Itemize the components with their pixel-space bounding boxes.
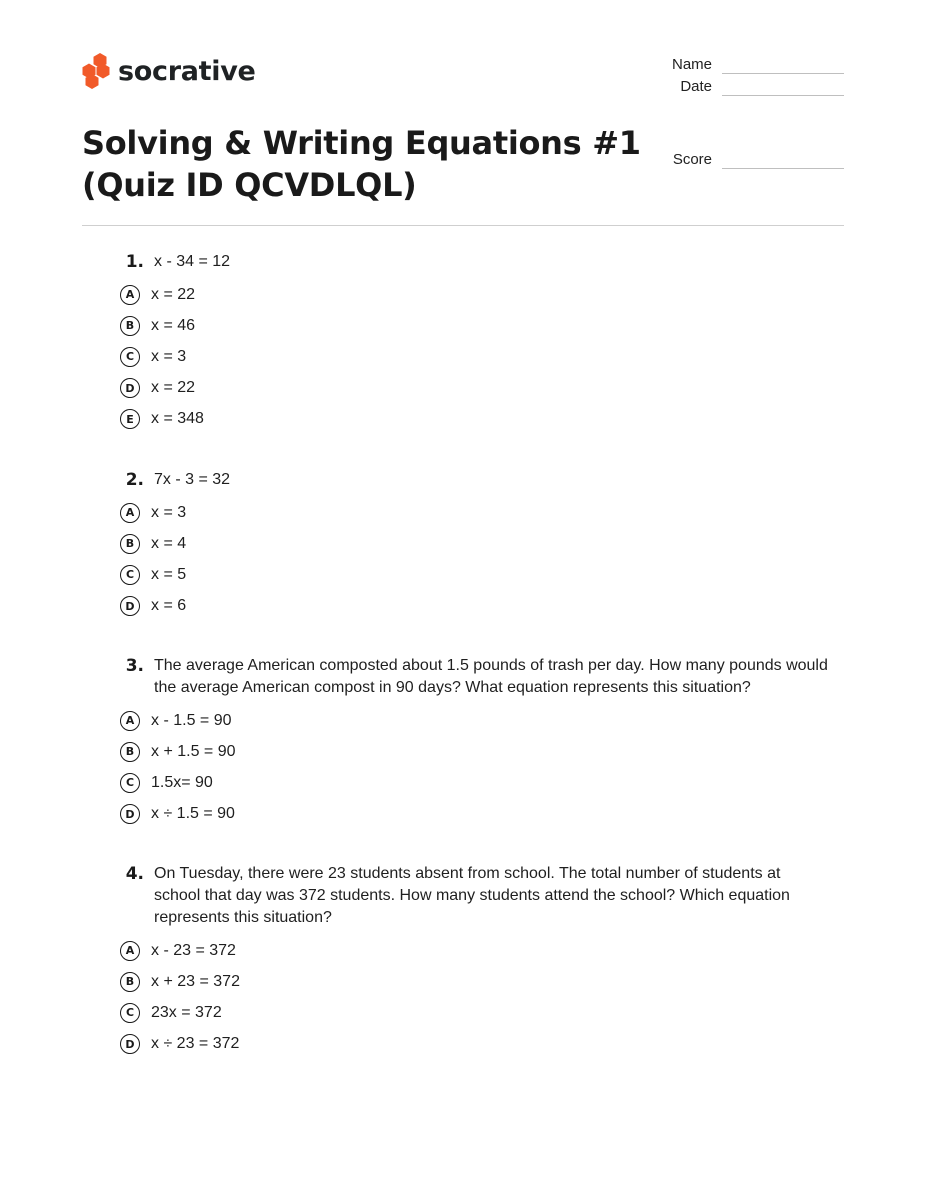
answer-bubble[interactable]: D [120,378,140,398]
option-text: x = 3 [151,503,187,521]
question-header [120,655,844,699]
question-text [154,469,844,491]
question-number: 1. [125,252,144,272]
option-c[interactable] [120,559,844,590]
option-c[interactable] [120,341,844,372]
name-label: Name [671,56,712,73]
question-text [154,863,844,929]
option-a[interactable] [120,935,844,966]
option-a[interactable] [120,279,844,310]
question-number: 4. [125,864,144,884]
question-3 [120,655,844,830]
name-field [640,56,844,74]
brand-name: socrative [118,55,256,87]
option-text: x = 6 [151,597,187,615]
option-b[interactable] [120,528,844,559]
answer-bubble[interactable]: E [120,409,140,429]
question-text [154,251,844,273]
option-text: x - 23 = 372 [151,941,236,959]
answer-bubble[interactable]: A [120,711,140,731]
score-blank-line[interactable] [722,155,844,169]
question-text-line: The average American composted about 1.5 pounds of trash per day. How many pounds would [154,657,828,674]
question-4 [120,863,844,1060]
answer-bubble[interactable]: D [120,1034,140,1054]
answer-bubble[interactable]: B [120,972,140,992]
answer-bubble[interactable]: D [120,596,140,616]
answer-options [120,497,844,622]
title-line-2: (Quiz ID QCVDLQL) [82,166,417,204]
option-text: x ÷ 23 = 372 [151,1035,240,1053]
answer-bubble[interactable]: B [120,742,140,762]
question-header [120,863,844,929]
answer-bubble[interactable]: C [120,773,140,793]
answer-bubble[interactable]: B [120,316,140,336]
option-text: x = 22 [151,285,196,303]
score-label: Score [672,151,712,168]
option-text: x = 3 [151,347,187,365]
option-c[interactable] [120,767,844,798]
socrative-logo [82,52,256,90]
option-d[interactable] [120,799,844,830]
question-header [120,469,844,491]
question-header [120,251,844,273]
date-blank-line[interactable] [722,82,844,96]
answer-bubble[interactable]: D [120,804,140,824]
question-number: 2. [125,470,144,490]
option-text: x = 4 [151,534,187,552]
option-d[interactable] [120,591,844,622]
answer-bubble[interactable]: B [120,534,140,554]
question-text-line: school that day was 372 students. How many students attend the school? Which equation [154,887,790,904]
option-b[interactable] [120,966,844,997]
question-number: 3. [125,656,144,676]
option-d[interactable] [120,373,844,404]
score-field [640,151,844,169]
option-text: x + 23 = 372 [151,972,240,990]
option-d[interactable] [120,1029,844,1060]
question-text-line: the average American compost in 90 days? What equation represents this situation? [154,679,751,696]
answer-options [120,279,844,435]
option-text: x = 46 [151,316,196,334]
option-text: x + 1.5 = 90 [151,742,236,760]
option-text: x = 22 [151,379,196,397]
option-a[interactable] [120,705,844,736]
option-text: 23x = 372 [151,1003,222,1021]
name-blank-line[interactable] [722,60,844,74]
page-title [82,122,642,206]
title-line-1: Solving & Writing Equations #1 [82,124,641,162]
option-text: x - 1.5 = 90 [151,711,232,729]
option-b[interactable] [120,310,844,341]
option-e[interactable] [120,404,844,435]
date-field [640,78,844,96]
option-b[interactable] [120,736,844,767]
option-text: x ÷ 1.5 = 90 [151,805,235,823]
option-text: x = 5 [151,565,187,583]
hexagon-cluster-icon [82,53,110,89]
answer-bubble[interactable]: C [120,1003,140,1023]
answer-bubble[interactable]: A [120,285,140,305]
question-1 [120,251,844,435]
answer-bubble[interactable]: C [120,565,140,585]
option-text: x = 348 [151,410,204,428]
question-2 [120,469,844,622]
question-text-line: represents this situation? [154,909,332,926]
date-label: Date [680,78,712,95]
header-divider [82,225,844,226]
option-text: 1.5x= 90 [151,773,213,791]
question-text-line: 7x - 3 = 32 [154,471,231,488]
option-a[interactable] [120,497,844,528]
question-text [154,655,844,699]
option-c[interactable] [120,997,844,1028]
answer-options [120,705,844,830]
question-text-line: x - 34 = 12 [154,253,231,270]
answer-bubble[interactable]: C [120,347,140,367]
question-text-line: On Tuesday, there were 23 students absent from school. The total number of students at [154,865,781,882]
answer-bubble[interactable]: A [120,503,140,523]
answer-bubble[interactable]: A [120,941,140,961]
answer-options [120,935,844,1060]
